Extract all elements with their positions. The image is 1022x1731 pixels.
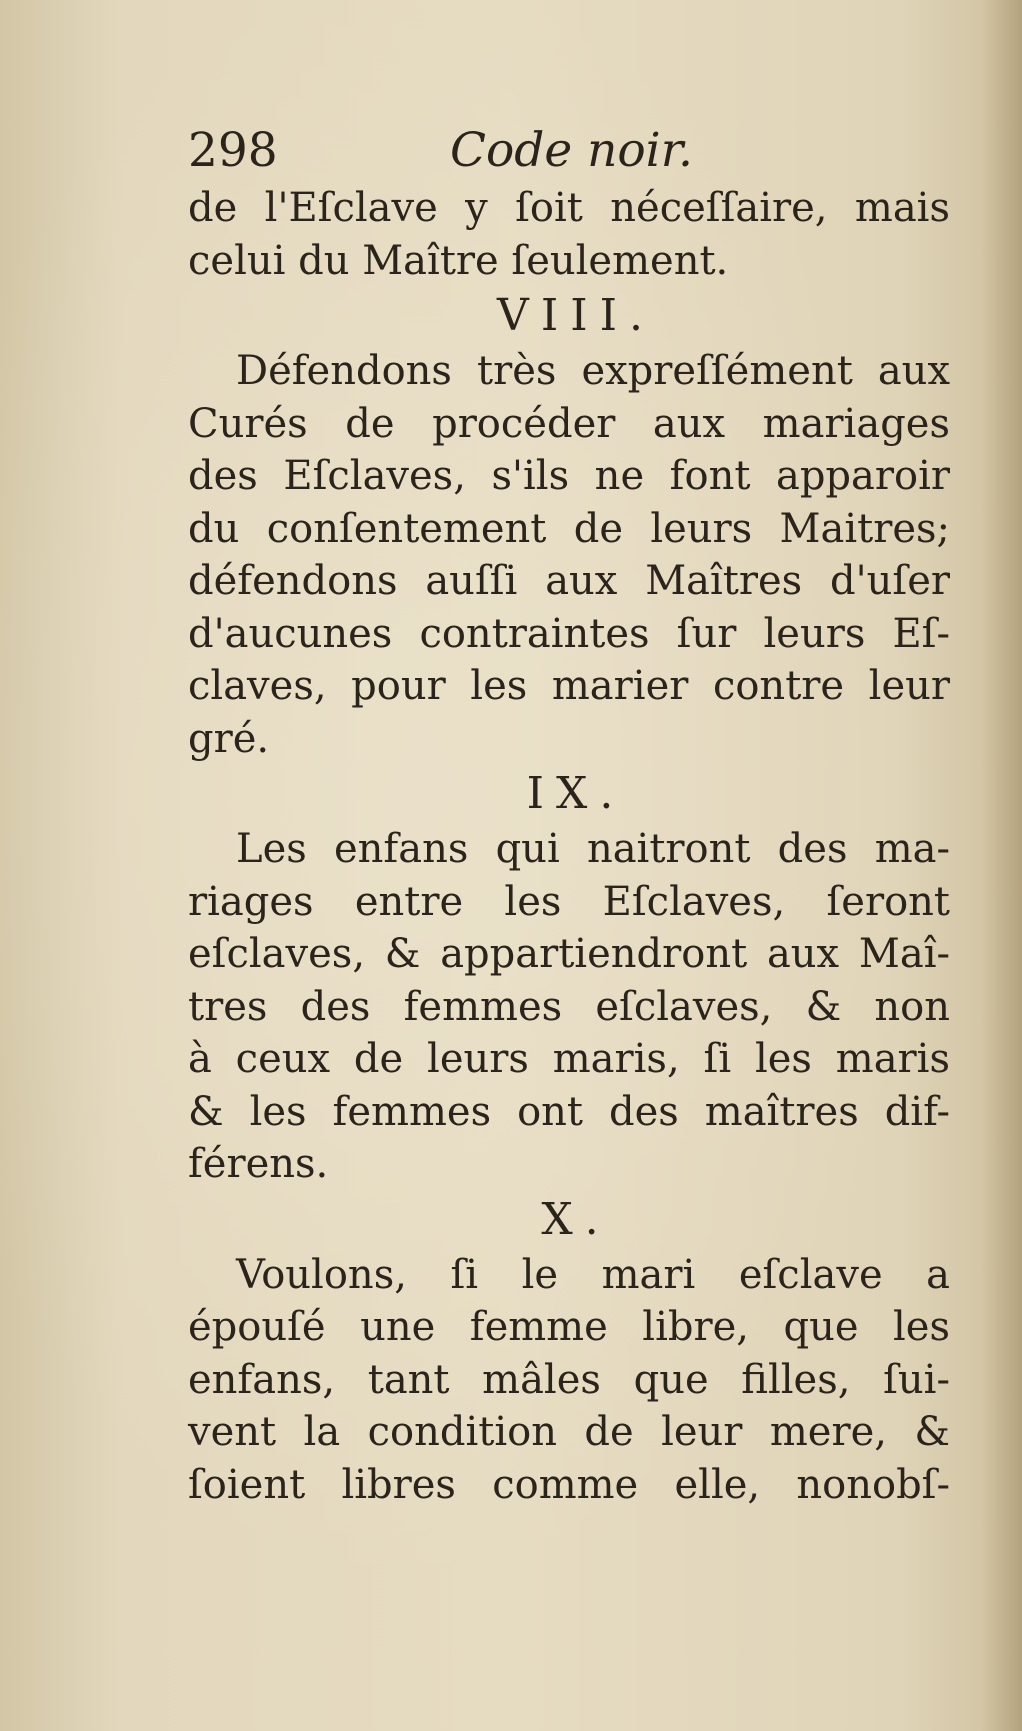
text-line: à ceux de leurs maris, ſi les maris [188,1036,950,1082]
text-line: férens. [188,1141,329,1187]
text-line: Voulons, ſi le mari eſclave a [236,1251,950,1298]
running-head [188,120,950,182]
page-number: 298 [188,123,278,178]
text-line: enfans, tant mâles que filles, ſui- [188,1356,950,1403]
text-line: Défendons très expreſſément aux [236,348,950,394]
text-line: de l'Eſclave y ſoit néceſſaire, mais [188,185,950,231]
text-line: vent la condition de leur mere, & [188,1409,950,1455]
text-line: eſclaves, & appartiendront aux Maî- [188,931,950,977]
text-line: claves, pour les marier contre leur [188,663,950,709]
text-line: Les enfans qui naitront des ma- [236,826,950,872]
article-heading: X. [541,1193,611,1245]
running-title: Code noir. [450,123,693,178]
text-line: tres des femmes eſclaves, & non [188,983,950,1030]
text-line: ſoient libres comme elle, nonobſ- [188,1461,950,1508]
text-line: épouſé une femme libre, que les [188,1304,950,1350]
text-line: défendons auſſi aux Maîtres d'uſer [188,558,950,604]
text-line: & les femmes ont des maîtres dif- [188,1088,950,1135]
text-line: d'aucunes contraintes ſur leurs Eſ- [188,610,950,657]
article-heading: IX. [526,768,626,819]
page-gutter-shadow [982,0,1022,1731]
article-x [188,1191,950,1512]
text-line: gré. [188,715,270,762]
text-line: du conſentement de leurs Maitres; [188,505,950,552]
article-heading: VIII. [497,290,655,341]
text-block [188,120,950,1511]
text-line: des Eſclaves, s'ils ne font apparoir [188,453,950,499]
text-line: celui du Maître ſeulement. [188,237,729,284]
continuation-paragraph [188,182,950,287]
text-line: riages entre les Eſclaves, ſeront [188,878,950,925]
article-viii [188,287,950,765]
article-ix [188,765,950,1191]
text-line: Curés de procéder aux mariages [188,400,950,447]
